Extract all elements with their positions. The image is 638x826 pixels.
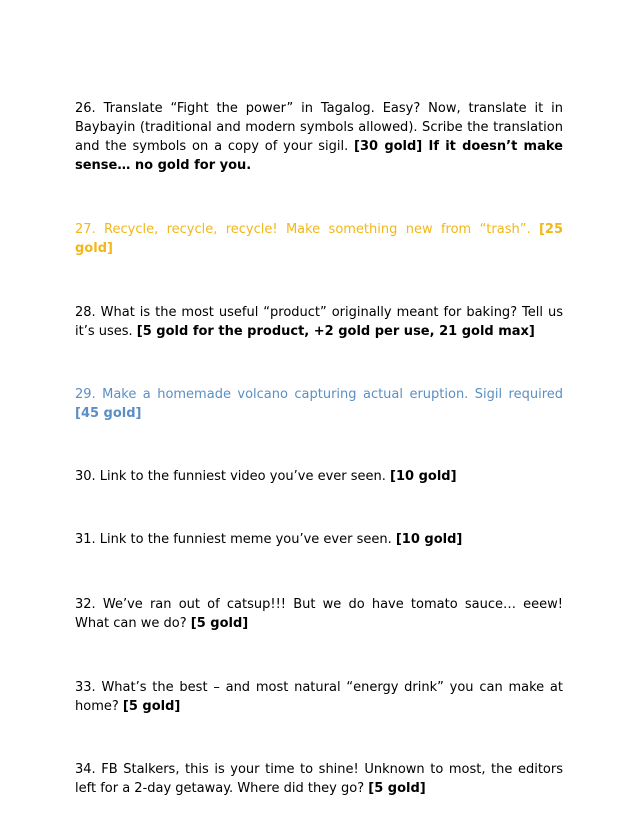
item-text: 33. What’s the best – and most natural “energy drink” you can make at home? bbox=[75, 680, 563, 714]
list-item bbox=[75, 303, 563, 341]
gold-reward: [10 gold] bbox=[390, 469, 457, 484]
list-item bbox=[75, 385, 563, 423]
list-item bbox=[75, 220, 563, 258]
list-item bbox=[75, 99, 563, 175]
item-text: 31. Link to the funniest meme you’ve ever seen. bbox=[75, 532, 396, 547]
gold-reward: [5 gold] bbox=[122, 699, 181, 714]
gold-reward: [30 gold] If it doesn’t make sense… no gold for you. bbox=[75, 139, 563, 173]
gold-reward: [5 gold] bbox=[190, 616, 249, 631]
gold-reward: [25 gold] bbox=[75, 222, 563, 256]
list-item bbox=[75, 760, 563, 798]
gold-reward: [10 gold] bbox=[395, 532, 463, 547]
item-text: 30. Link to the funniest video you’ve ever seen. bbox=[75, 469, 391, 484]
gold-reward: [45 gold] bbox=[75, 406, 142, 421]
list-item bbox=[75, 678, 563, 716]
item-text: 34. FB Stalkers, this is your time to shine! Unknown to most, the editors left for a 2-day getaway. Where did they go? bbox=[75, 762, 563, 796]
item-text: 26. Translate “Fight the power” in Tagalog. Easy? Now, translate it in Baybayin (traditional and modern symbols allowed). Scribe the translation and the symbols on a copy of your sigil. bbox=[75, 101, 563, 154]
item-text: 29. Make a homemade volcano capturing actual eruption. Sigil required bbox=[75, 387, 563, 402]
list-item bbox=[75, 530, 563, 549]
list-item bbox=[75, 595, 563, 633]
item-text: 28. What is the most useful “product” originally meant for baking? Tell us it’s uses. bbox=[75, 305, 563, 339]
item-text: 32. We’ve ran out of catsup!!! But we do have tomato sauce… eeew! What can we do? bbox=[75, 597, 563, 631]
document-page bbox=[75, 99, 563, 798]
gold-reward: [5 gold] bbox=[368, 781, 426, 796]
item-text: 27. Recycle, recycle, recycle! Make something new from “trash”. bbox=[75, 222, 539, 237]
gold-reward: [5 gold for the product, +2 gold per use, 21 gold max] bbox=[136, 324, 535, 339]
list-item bbox=[75, 467, 563, 486]
